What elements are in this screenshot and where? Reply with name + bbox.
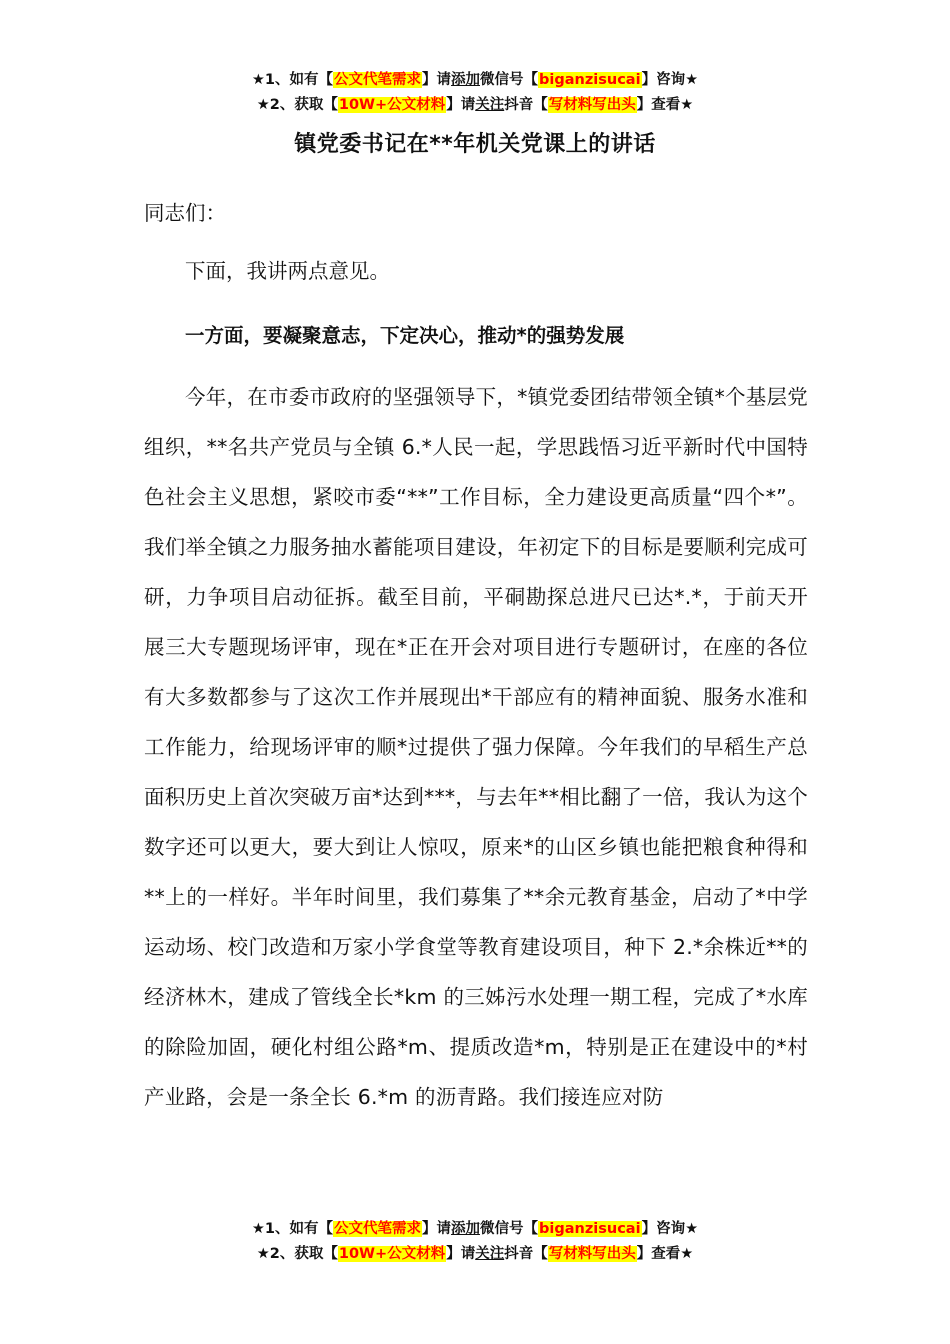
promo-text: 】咨询★	[641, 72, 699, 88]
promo-highlight: 10W+公文材料	[338, 1246, 446, 1262]
promo-line-2	[0, 93, 950, 118]
promo-text: ★2、获取【	[256, 1246, 338, 1262]
promo-highlight: 10W+公文材料	[338, 97, 446, 113]
promo-text: 】请	[422, 72, 452, 88]
promo-douyin-id: 写材料写出头	[548, 1246, 636, 1262]
promo-douyin-id: 写材料写出头	[548, 97, 636, 113]
section-heading: 一方面，要凝聚意志，下定决心，推动*的强势发展	[185, 324, 625, 347]
document-title: 镇党委书记在**年机关党课上的讲话	[294, 132, 656, 157]
promo-line-1	[0, 1217, 950, 1242]
body-paragraph: 今年，在市委市政府的坚强领导下，*镇党委团结带领全镇*个基层党组织，**名共产党员与全镇 6.*人民一起，学思践悟习近平新时代中国特色社会主义思想，紧咬市委“**”工作目标，全力建设更高质量“四个*”。我们举全镇之力服务抽水蓄能项目建设，年初定下的目标是要顺利完成可研，力争项目启动征拆。截至目前，平硐勘探总进尺已达*.*，于前天开展三大专题现场评审，现在*正在开会对项目进行专题研讨，在座的各位有大多数都参与了这次工作并展现出*干部应有的精神面貌、服务水准和工作能力，给现场评审的顺*过提供了强力保障。今年我们的早稻生产总面积历史上首次突破万亩*达到***，与去年**相比翻了一倍，我认为这个数字还可以更大，要大到让人惊叹，原来*的山区乡镇也能把粮食种得和**上的一样好。半年时间里，我们募集了**余元教育基金，启动了*中学运动场、校门改造和万家小学食堂等教育建设项目，种下 2.*余株近**的经济林木，建成了管线全长*km 的三姊污水处理一期工程，完成了*水库的除险加固，硬化村组公路*m、提质改造*m，特别是正在建设中的*村产业路，会是一条全长 6.*m 的沥青路。我们接连应对防	[144, 385, 808, 1109]
promo-text: ★1、如有【	[251, 1221, 334, 1237]
promo-highlight: 公文代笔需求	[334, 1221, 422, 1237]
promo-underline: 关注	[475, 97, 505, 113]
promo-underline: 关注	[475, 1246, 505, 1262]
promo-line-1	[0, 68, 950, 93]
intro-paragraph: 下面，我讲两点意见。	[185, 259, 390, 283]
promo-text: 抖音【	[504, 97, 548, 113]
promo-text: 】咨询★	[641, 1221, 699, 1237]
promo-highlight: 公文代笔需求	[334, 72, 422, 88]
promo-text: 】请	[422, 1221, 452, 1237]
promo-text: 抖音【	[504, 1246, 548, 1262]
promo-text: 微信号【	[480, 72, 539, 88]
promo-underline: 添加	[451, 72, 481, 88]
promo-text: 】查看★	[636, 1246, 694, 1262]
promo-text: 微信号【	[480, 1221, 539, 1237]
promo-text: ★1、如有【	[251, 72, 334, 88]
promo-wechat-id: biganzisucai	[539, 1221, 641, 1237]
promo-underline: 添加	[451, 1221, 481, 1237]
promo-line-2	[0, 1242, 950, 1267]
promo-banner-bottom	[0, 1217, 950, 1267]
promo-text: 】请	[446, 97, 476, 113]
promo-banner-top	[0, 68, 950, 118]
promo-wechat-id: biganzisucai	[539, 72, 641, 88]
promo-text: 】查看★	[636, 97, 694, 113]
promo-text: ★2、获取【	[256, 97, 338, 113]
promo-text: 】请	[446, 1246, 476, 1262]
salutation: 同志们：	[144, 201, 226, 225]
